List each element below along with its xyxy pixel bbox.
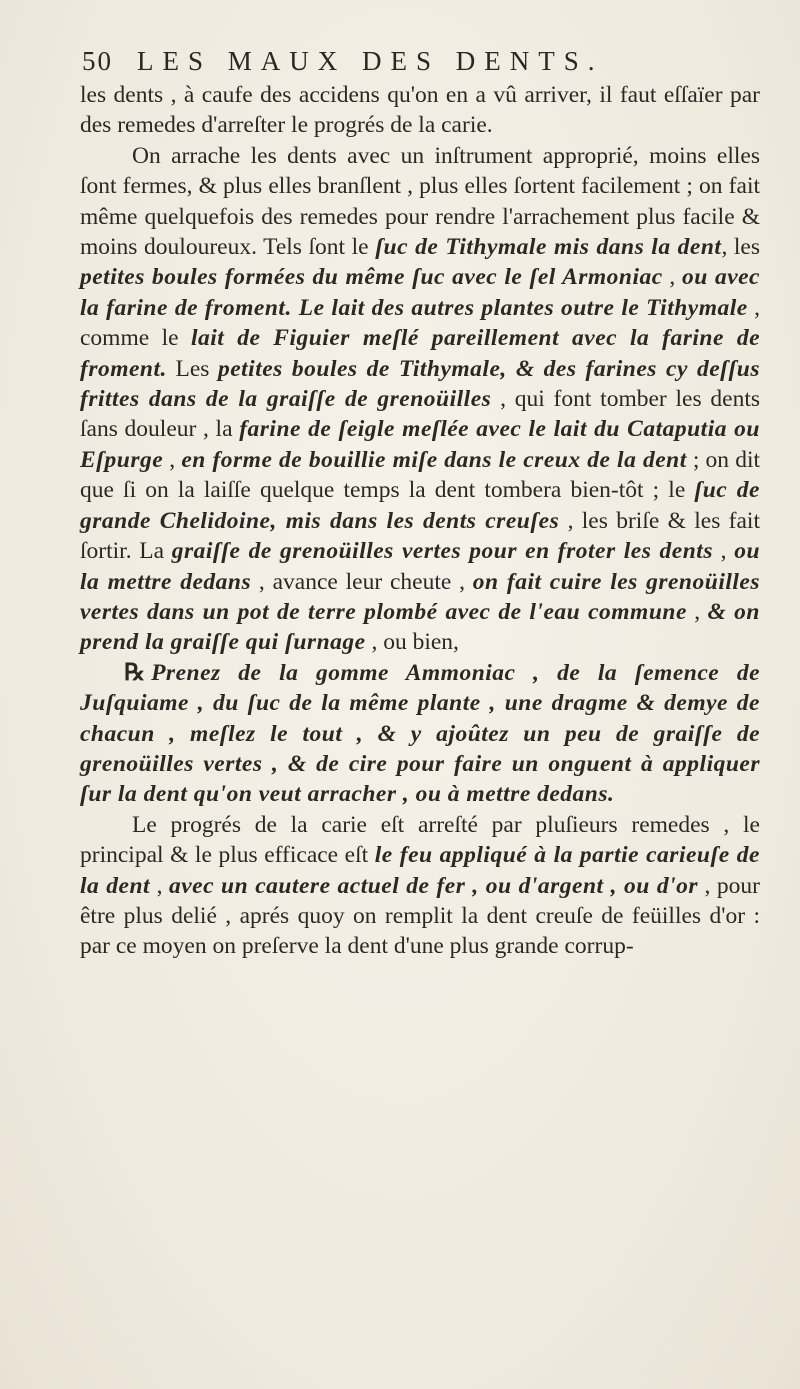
roman-text: , avance leur cheute , [251,568,473,595]
roman-text: Les [166,355,218,382]
recipe-symbol: ℞ [124,659,146,686]
roman-text: Le progrés de la carie eſt arreſté par pluſieurs remedes , le principal & le plus efficace eſt [80,811,760,869]
italic-text: farine de ſeigle meſlée avec le lait du Cataputia ou Eſpurge [80,416,760,473]
italic-text: ou la mettre dedans [80,538,761,595]
roman-text: , [712,538,735,565]
roman-text: ; on dit que ſi on la laiſſe quelque temps la dent tombera bien-tôt ; le [80,446,761,504]
italic-text: ſuc de Tithymale mis dans la dent [375,234,722,261]
italic-text: on fait cuire les grenoüilles vertes dans un pot de terre plombé avec de l'eau commune [80,568,760,625]
roman-text: , pour être plus delié , aprés quoy on remplit la dent creuſe de feüilles d'or : par ce moyen on preſerve la dent d'une plus grande corrup- [80,872,761,960]
paragraph [80,810,760,962]
roman-text: On arrache les dents avec un inſtrument approprié, moins elles ſont fermes, & plus elles branſlent , plus elles ſortent facilement ; on fait même quelquefois des remedes pour rendre l'arrachement plus facile & moins douloureux. Tels ſont le [80,142,760,261]
roman-text: , comme le [80,294,760,352]
paragraph [80,141,760,658]
italic-text: petites boules formées du même ſuc avec le ſel Armoniac [80,264,663,291]
italic-text: Prenez de la gomme Ammoniac , de la ſemence de Juſquiame , du ſuc de la même plante , une dragme & demye de chacun , meſlez le tout , & y ajoûtez un peu de graiſſe de grenoüilles vertes , & de cire pour faire un onguent à appliquer ſur la dent qu'on veut arracher , ou à mettre dedans. [80,659,760,808]
page-number: 50 [82,46,113,76]
roman-text: , [163,446,182,473]
italic-text: petites boules de Tithymale, & des farines cy deſſus frittes dans de la graiſſe de grenoüilles [80,355,760,413]
body-text [80,80,760,962]
roman-text: , [686,598,708,625]
paragraph [80,80,760,141]
italic-text: le feu appliqué à la partie carieuſe de la dent [80,842,760,899]
italic-text: ſuc de grande Chelidoine, mis dans les dents creuſes [80,477,760,534]
roman-text: , [150,872,169,899]
roman-text: , les [721,234,760,261]
italic-text: en forme de bouillie miſe dans le creux de la dent [181,446,687,473]
recipe-paragraph [80,658,760,810]
roman-text: les dents , à caufe des accidens qu'on en a vû arriver, il faut eſſaïer par des remedes d'arreſter le progrés de la carie. [80,82,760,139]
roman-text: , qui font tomber les dents ſans douleur , la [80,386,760,443]
italic-text: avec un cautere actuel de fer , ou d'argent , ou d'or [169,872,699,899]
italic-text: & on prend la graiſſe qui ſurnage [80,598,761,656]
italic-text: ou avec la farine de froment. Le lait des autres plantes outre le Tithymale [80,264,760,321]
running-header [82,44,732,78]
roman-text: , [662,264,682,291]
italic-text: graiſſe de grenoüilles vertes pour en froter les dents [171,538,713,565]
roman-text: , les briſe & les fait ſortir. La [80,507,760,565]
italic-text: lait de Figuier meſlé pareillement avec la farine de froment. [80,325,760,382]
roman-text: , ou bien, [365,629,459,656]
running-title: LES MAUX DES DENTS. [137,46,604,76]
